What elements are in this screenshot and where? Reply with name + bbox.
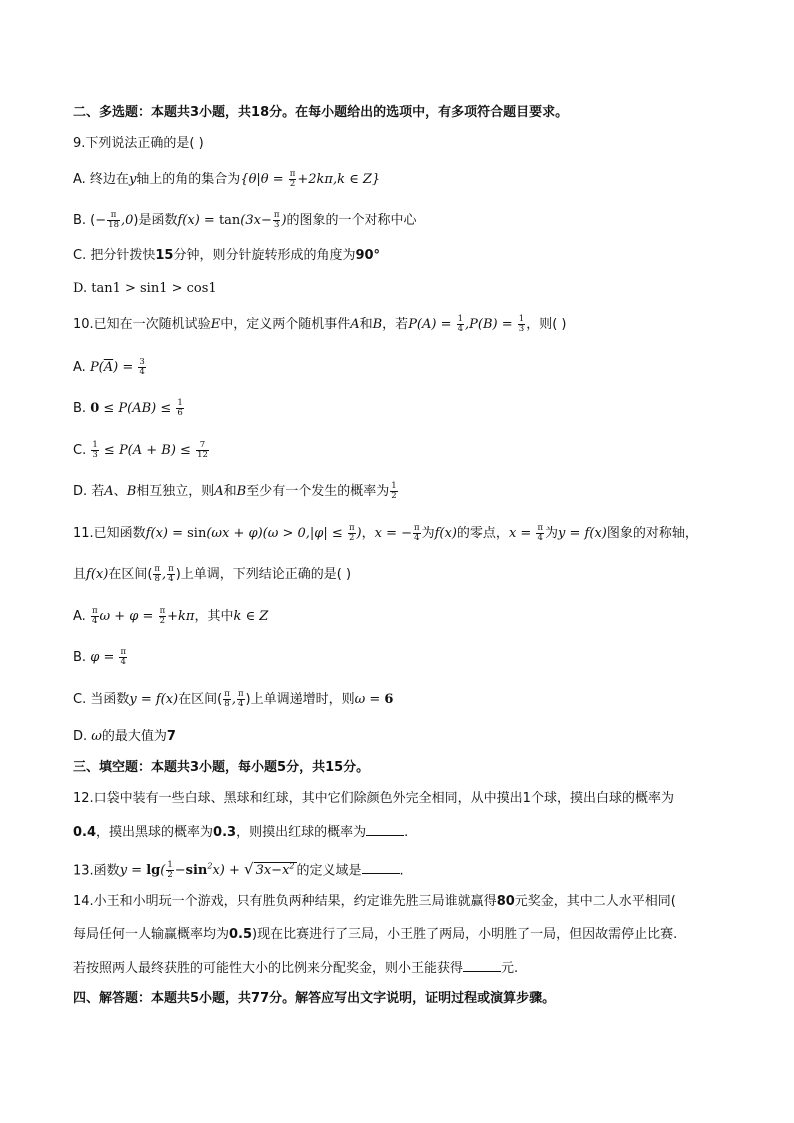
q14-answer-blank[interactable] [463,958,501,972]
q11-option-b: B. φ = $\frac{\pi}{4}$ [73,647,127,667]
q14-line1: 14.小王和小明玩一个游戏，只有胜负两种结果，约定谁先胜三局谁就赢得80元奖金，其中二人水平相同( [73,894,676,909]
q10-stem: 10.已知在一次随机试验E中，定义两个随机事件A和B，若P(A) = $\frac{1}{4}$ ,P(B) = $\frac{1}{3}$ ，则( ) [73,314,567,334]
q12-line1: 12.口袋中装有一些白球、黑球和红球，其中它们除颜色外完全相同，从中摸出1个球，摸出白球的概率为 [73,791,674,806]
q11-option-c: C. 当函数y = f(x)在区间( $\frac{\pi}{8}$ , $\frac{\pi}{4}$ )上单调递增时，则ω = 6 [73,689,394,709]
q12-line2: 0.4，摸出黑球的概率为0.3，则摸出红球的概率为 . [73,822,408,843]
section-3-heading: 三、填空题：本题共3小题，每小题5分，共15分。 [73,760,370,775]
q13-answer-blank[interactable] [362,860,400,874]
q11-option-d: D. ω的最大值为7 [73,729,176,744]
section-2-heading: 二、多选题：本题共3小题，共18分。在每小题给出的选项中，有多项符合题目要求。 [73,105,569,120]
q9-option-b: B. (− $\frac{\pi}{18}$ ,0)是函数f(x) = tan(3x− $\frac{\pi}{3}$ )的图象的一个对称中心 [73,210,417,230]
q9-option-a: A. 终边在y轴上的角的集合为{θ|θ = $\frac{\pi}{2}$ +2kπ,k ∈ Z} [73,169,381,189]
q9-option-c: C. 把分针拨快15分钟，则分针旋转形成的角度为90° [73,248,381,263]
q14-line3: 若按照两人最终获胜的可能性大小的比例来分配奖金，则小王能获得 元. [73,958,518,979]
q10-option-c: C. $\frac{1}{3}$ ≤ P(A + B) ≤ $\frac{7}{12}$ [73,440,208,460]
q11-option-a: A. $\frac{\pi}{4}$ ω + φ = $\frac{\pi}{2}$ +kπ，其中k ∈ Z [73,606,269,626]
q10-option-a: A. $P(\overline{A})$ = $\frac{3}{4}$ [73,357,145,377]
q11-stem-line2: 且f(x)在区间( $\frac{\pi}{8}$ , $\frac{\pi}{4}$ )上单调，下列结论正确的是( ) [73,564,352,584]
q10-option-b: B. 0 ≤ P(AB) ≤ $\frac{1}{6}$ [73,398,183,418]
q9-stem: 9.下列说法正确的是( ) [73,136,204,151]
q13-line: 13.函数y = lg( $\frac{1}{2}$ $-\sin^2x$) + √ $3x-x^2$ 的定义域是 . [73,860,404,881]
q11-stem-line1: 11.已知函数f(x) = sin(ωx + φ)(ω > 0,|φ| ≤ $\frac{\pi}{2}$ )，x = − $\frac{\pi}{4}$ 为f(x)的零点，x = $\frac{\pi}{4}$ 为y = f(x)图象的对称轴， [73,523,698,543]
q14-line2: 每局任何一人输赢概率均为0.5)现在比赛进行了三局，小王胜了两局，小明胜了一局，但因故需停止比赛. [73,927,678,942]
q9-option-d: D. tan1 > sin1 > cos1 [73,281,217,296]
section-4-heading: 四、解答题：本题共5小题，共77分。解答应写出文字说明，证明过程或演算步骤。 [73,991,556,1006]
q10-option-d: D. 若A、B相互独立，则A和B至少有一个发生的概率为 $\frac{1}{2}$ [73,481,397,501]
q12-answer-blank[interactable] [366,822,404,836]
